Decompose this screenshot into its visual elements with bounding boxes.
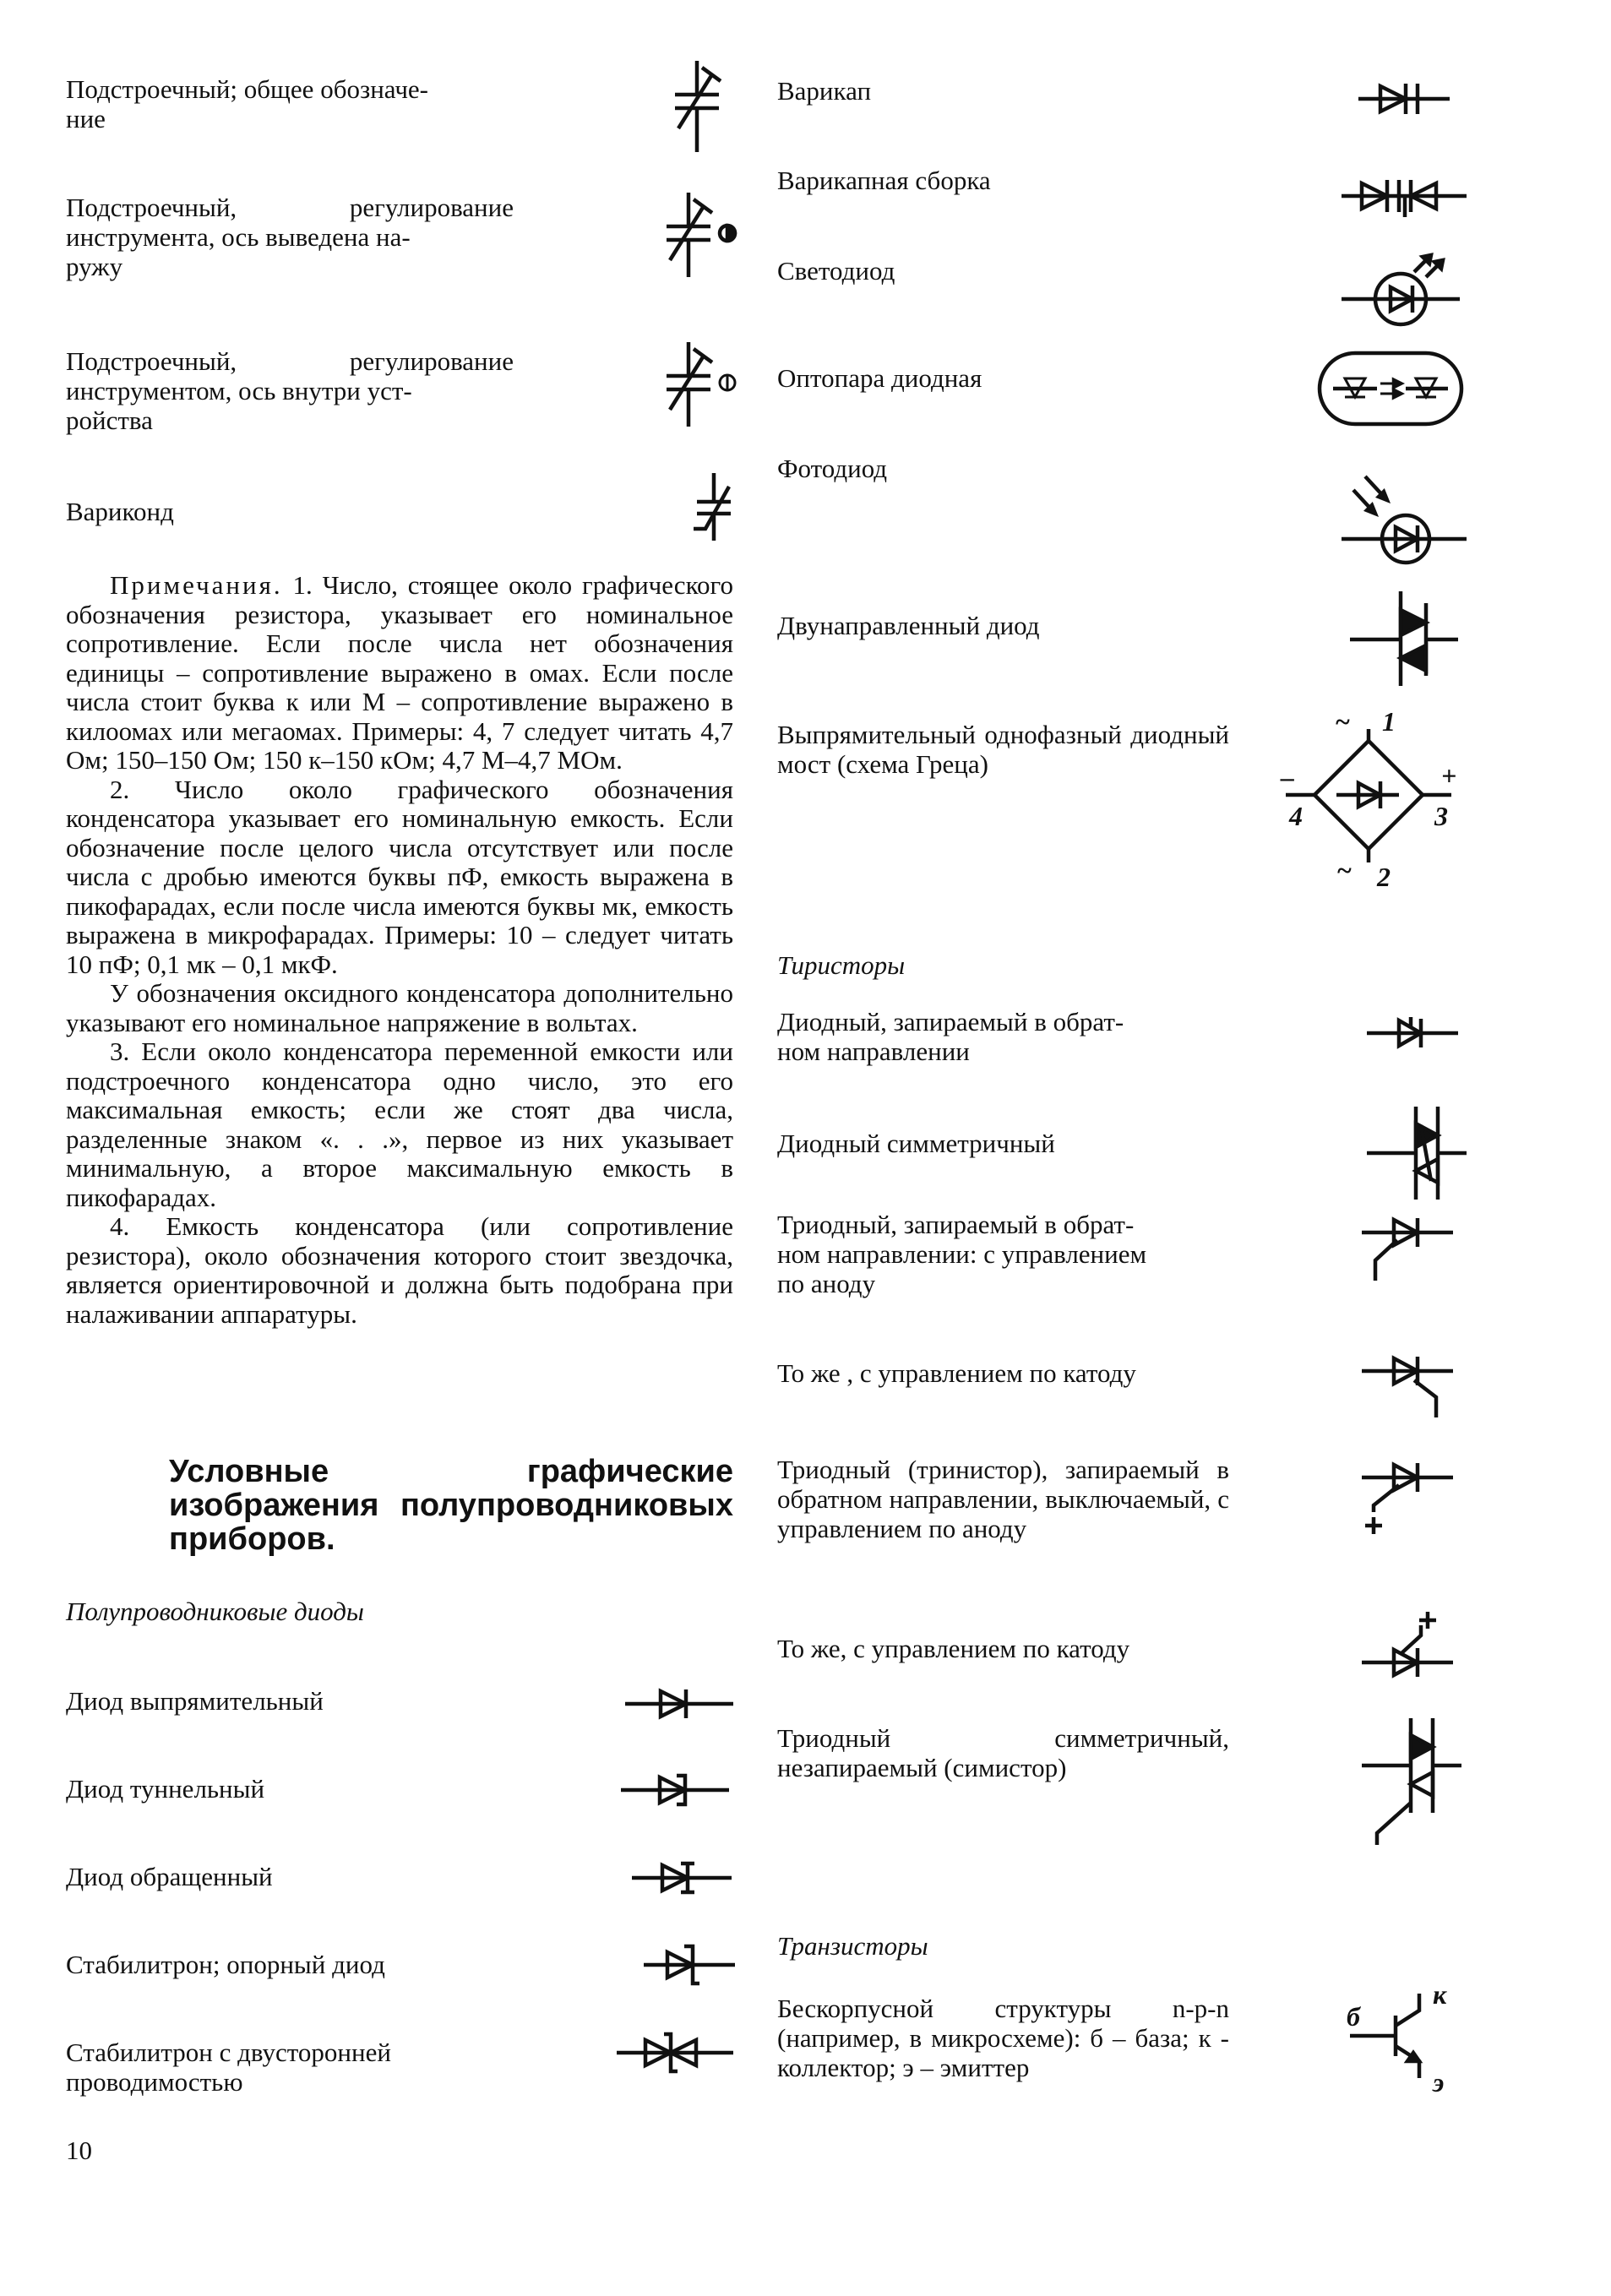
trimmer-capacitor-external-axis-icon	[655, 193, 739, 286]
bidirectional-diode-icon	[1350, 591, 1460, 693]
bridge-label-3: 3	[1434, 801, 1448, 831]
varicap-assembly-icon	[1342, 175, 1468, 217]
thyristor-label-diode: Диодный, запираемый в обрат- ном направлении	[777, 1007, 1124, 1066]
npn-transistor-icon	[1326, 1977, 1470, 2112]
cap-label-trimmer: Подстроечный; общее обозначе- ние	[66, 74, 428, 133]
diode-label-led: Светодиод	[777, 256, 895, 286]
diode-optocoupler-icon	[1316, 346, 1465, 431]
diode-thyristor-icon	[1367, 1014, 1460, 1053]
bridge-label-4: 4	[1289, 801, 1303, 831]
transistor-label-npn: Бескорпусной структуры n-p-n (например, в микросхеме): б – база; к - коллектор; э – эмиттер	[777, 1994, 1229, 2082]
triode-thyristor-cathode-gate-icon	[1362, 1352, 1455, 1419]
thyristor-label-triode-cathode: То же , с управлением по катоду	[777, 1358, 1136, 1388]
symmetric-diode-thyristor-icon	[1367, 1107, 1468, 1208]
triode-thyristor-anode-gate-icon	[1362, 1213, 1455, 1281]
note-5: 4. Емкость конденсатора (или сопротивление резистора), около обозначения которого стоит звездочка, является ориентировочной и должна быть подобрана при налаживании аппаратуры.	[66, 1211, 733, 1329]
zener-diode-icon	[644, 1941, 737, 1989]
note-2: 2. Число около графического обозначения конденсатора указывает его номинальную емкость. Если обозначение после целого числа отсутствует или после числа с дробью имеются буквы пФ, емкость выражена в пикофарадах, если после числа имеются буквы мк, емкость выражена в микрофарадах. Примеры: 10 – следует читать 10 пФ; 0,1 мк – 0,1 мкФ.	[66, 774, 733, 979]
thyristor-label-gto-anode: Триодный (тринистор), запираемый в обратном направлении, выключаемый, с управлением по аноду	[777, 1455, 1229, 1543]
note-4: 3. Если около конденсатора переменной емкости или подстроечного конденсатора одно число, это его максимальная емкость; если же стоят два числа, разделенные знаком «. . .», первое из них указывает минимальную, а второе максимальную емкость в пикофарадах.	[66, 1036, 733, 1212]
diode-label-backward: Диод обращенный	[66, 1862, 273, 1891]
thyristor-label-triode-anode: Триодный, запираемый в обрат- ном направлении: с управлением по аноду	[777, 1210, 1147, 1298]
varicap-icon	[1358, 79, 1451, 118]
diode-label-photodiode: Фотодиод	[777, 454, 888, 483]
photodiode-icon	[1342, 470, 1468, 563]
diode-label-rectifier: Диод выпрямительный	[66, 1686, 324, 1716]
gto-thyristor-cathode-gate-icon	[1362, 1605, 1455, 1689]
led-icon	[1342, 243, 1468, 336]
thyristors-subheading: Тиристоры	[777, 950, 906, 980]
notes-title: Примечания.	[110, 570, 283, 600]
backward-diode-icon	[632, 1857, 733, 1899]
thyristor-label-triac: Триодный симметричный, незапираемый (симистор)	[777, 1723, 1229, 1782]
page-number: 10	[66, 2135, 92, 2165]
diode-label-varicap: Варикап	[777, 76, 872, 106]
diodes-subheading: Полупроводниковые диоды	[66, 1597, 364, 1626]
transistor-label-b: б	[1347, 2001, 1360, 2032]
bridge-label-2: 2	[1377, 862, 1391, 892]
notes-block	[66, 571, 733, 1329]
diode-label-zener: Стабилитрон; опорный диод	[66, 1950, 385, 1979]
bridge-label-tilde-top: ~	[1335, 706, 1351, 737]
bridge-label-1: 1	[1382, 706, 1396, 737]
diode-label-optocoupler: Оптопара диодная	[777, 363, 982, 393]
bridge-label-minus: –	[1281, 762, 1294, 792]
bidirectional-zener-diode-icon	[617, 2029, 735, 2076]
diode-label-bridge: Выпрямительный однофазный диодный мост (схема Греца)	[777, 720, 1229, 779]
bridge-rectifier-icon	[1267, 706, 1470, 900]
thyristor-label-symmetric: Диодный симметричный	[777, 1129, 1055, 1158]
transistor-label-e: э	[1433, 2067, 1445, 2097]
section-heading: Условные графические изображения полупроводниковых приборов.	[169, 1454, 733, 1557]
triac-icon	[1362, 1718, 1463, 1845]
note-3: У обозначения оксидного конденсатора дополнительно указывают его номинальное напряжение в вольтах.	[66, 978, 733, 1037]
transistors-subheading: Транзисторы	[777, 1931, 928, 1961]
rectifier-diode-icon	[625, 1684, 735, 1723]
cap-label-trimmer-ext: Подстроечный, регулирование инструмента, ось выведена на- ружу	[66, 193, 514, 281]
transistor-label-k: к	[1433, 1979, 1447, 2010]
gto-thyristor-anode-gate-icon	[1362, 1458, 1455, 1542]
thyristor-label-gto-cathode: То же, с управлением по катоду	[777, 1634, 1130, 1663]
cap-label-trimmer-int: Подстроечный, регулирование инструментом, ось внутри уст- ройства	[66, 346, 514, 435]
varicond-icon	[688, 473, 739, 549]
trimmer-capacitor-internal-axis-icon	[655, 342, 739, 435]
cap-label-varicond: Вариконд	[66, 497, 174, 526]
bridge-label-plus: +	[1441, 760, 1457, 791]
diode-label-bizener: Стабилитрон с двусторонней проводимостью	[66, 2038, 391, 2097]
trimmer-capacitor-icon	[663, 61, 731, 154]
diode-label-tunnel: Диод туннельный	[66, 1774, 265, 1804]
tunnel-diode-icon	[621, 1769, 731, 1811]
bridge-label-tilde-bottom: ~	[1336, 855, 1352, 885]
note-1: 1. Число, стоящее около графического обозначения резистора, указывает его номинальное сопротивление. Если после числа нет обозначения единицы – сопротивление выражено в омах. Если после числа стоит буква к или М – сопротивление выражено в килоомах или мегаомах. Примеры: 4, 7 следует читать 4,7 Ом; 150–150 Ом; 150 к–150 кОм; 4,7 М–4,7 МОм.	[66, 570, 733, 775]
diode-label-varicap-assembly: Варикапная сборка	[777, 166, 991, 195]
diode-label-bidirectional: Двунаправленный диод	[777, 611, 1040, 640]
